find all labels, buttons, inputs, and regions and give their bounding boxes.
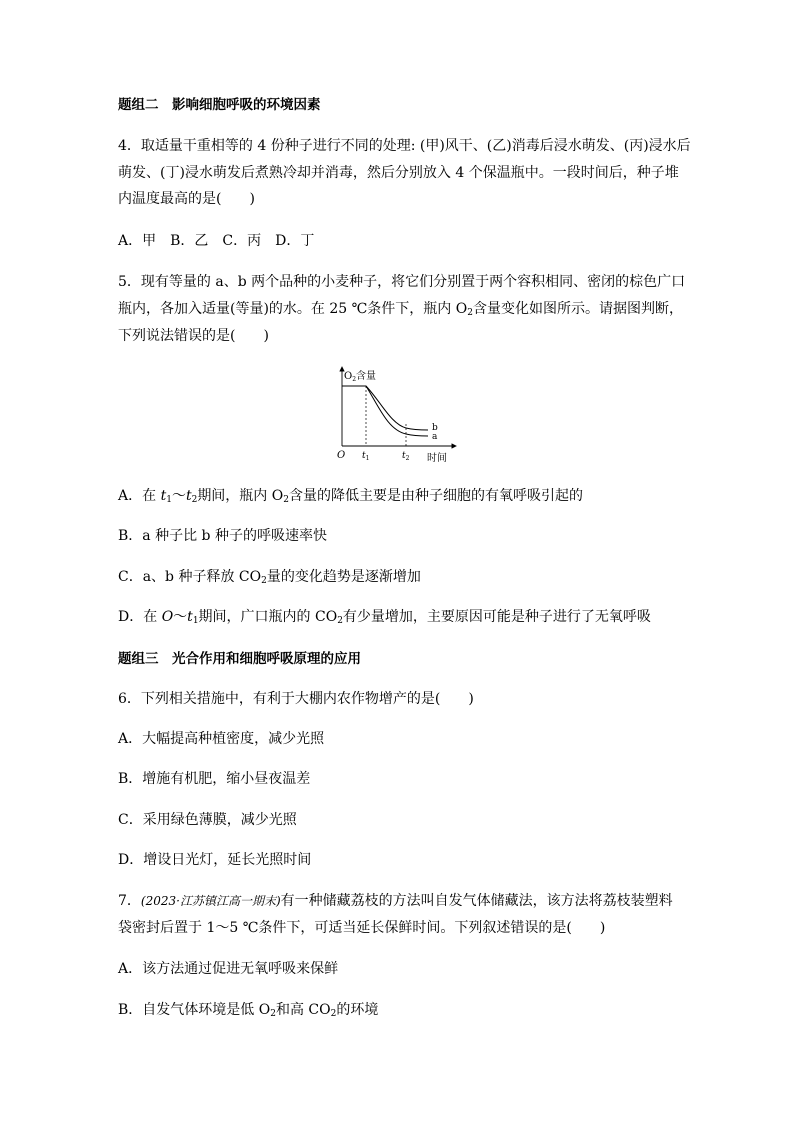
x-axis-label: 时间 <box>427 453 447 464</box>
q4-line2: 萌发、(丁)浸水萌发后煮熟冷却并消毒，然后分别放入 4 个保温瓶中。一段时间后，种子堆 <box>118 165 679 181</box>
y-axis-label: $O_2$含量 <box>344 371 377 383</box>
q6-option-d: D．增设日光灯，延长光照时间 <box>118 852 312 868</box>
q5-option-a: A．在 $t_1\sim t_2$期间，瓶内 $O_2$含量的降低主要是由种子细胞的有氧呼吸引起的 <box>118 488 583 505</box>
origin-label: O <box>337 450 346 461</box>
q5-option-b: B．a 种子比 b 种子的呼吸速率快 <box>118 528 327 544</box>
group2-heading: 题组二 影响细胞呼吸的环境因素 <box>118 97 321 113</box>
q6-option-a: A．大幅提高种植密度，减少光照 <box>118 731 325 747</box>
q6-stem: 6．下列相关措施中，有利于大棚内农作物增产的是( ) <box>118 691 474 707</box>
q5-option-d: D．在 $O\sim t_1$期间，广口瓶内的 $CO_2$有少量增加，主要原因可能是种子进行了无氧呼吸 <box>118 609 651 626</box>
q6-option-b: B．增施有机肥，缩小昼夜温差 <box>118 771 311 787</box>
group3-heading: 题组三 光合作用和细胞呼吸原理的应用 <box>118 651 361 667</box>
curve-b-label: b <box>432 423 438 433</box>
curve-a <box>366 386 428 436</box>
q7-line1: 7．(2023·江苏镇江高一期末)有一种储藏荔枝的方法叫自发气体储藏法，该方法将荔枝装塑料 <box>118 893 673 909</box>
q7-option-b: B．自发气体环境是低 $O_2$和高 $CO_2$的环境 <box>118 1002 379 1019</box>
o2-content-graph <box>336 362 460 466</box>
q7-source: (2023·江苏镇江高一期末) <box>140 894 281 908</box>
q4-line1: 4．取适量干重相等的 4 份种子进行不同的处理: (甲)风干、(乙)消毒后浸水萌发、(丙)浸水后 <box>118 138 691 154</box>
q5-line2: 瓶内，各加入适量(等量)的水。在 25 ℃条件下，瓶内 $O_2$含量变化如图所示。请据图判断， <box>118 301 683 318</box>
q5-line3: 下列说法错误的是( ) <box>118 328 269 344</box>
curve-a-label: a <box>432 432 438 442</box>
t2-label: $t_2$ <box>402 451 410 462</box>
q5-line1: 5．现有等量的 a、b 两个品种的小麦种子，将它们分别置于两个容积相同、密闭的棕色广口 <box>118 274 686 290</box>
q7-option-a: A．该方法通过促进无氧呼吸来保鲜 <box>118 961 339 977</box>
q5-option-c: C．a、b 种子释放 $CO_2$量的变化趋势是逐渐增加 <box>118 569 421 586</box>
q6-option-c: C．采用绿色薄膜，减少光照 <box>118 812 297 828</box>
t1-label: $t_1$ <box>362 451 370 462</box>
q4-line3: 内温度最高的是( ) <box>118 191 255 207</box>
curve-b <box>342 386 428 430</box>
q4-options: A．甲 B．乙 C．丙 D．丁 <box>118 233 315 249</box>
q7-line2: 袋密封后置于 1～5 ℃条件下，可适当延长保鲜时间。下列叙述错误的是( ) <box>118 920 606 936</box>
